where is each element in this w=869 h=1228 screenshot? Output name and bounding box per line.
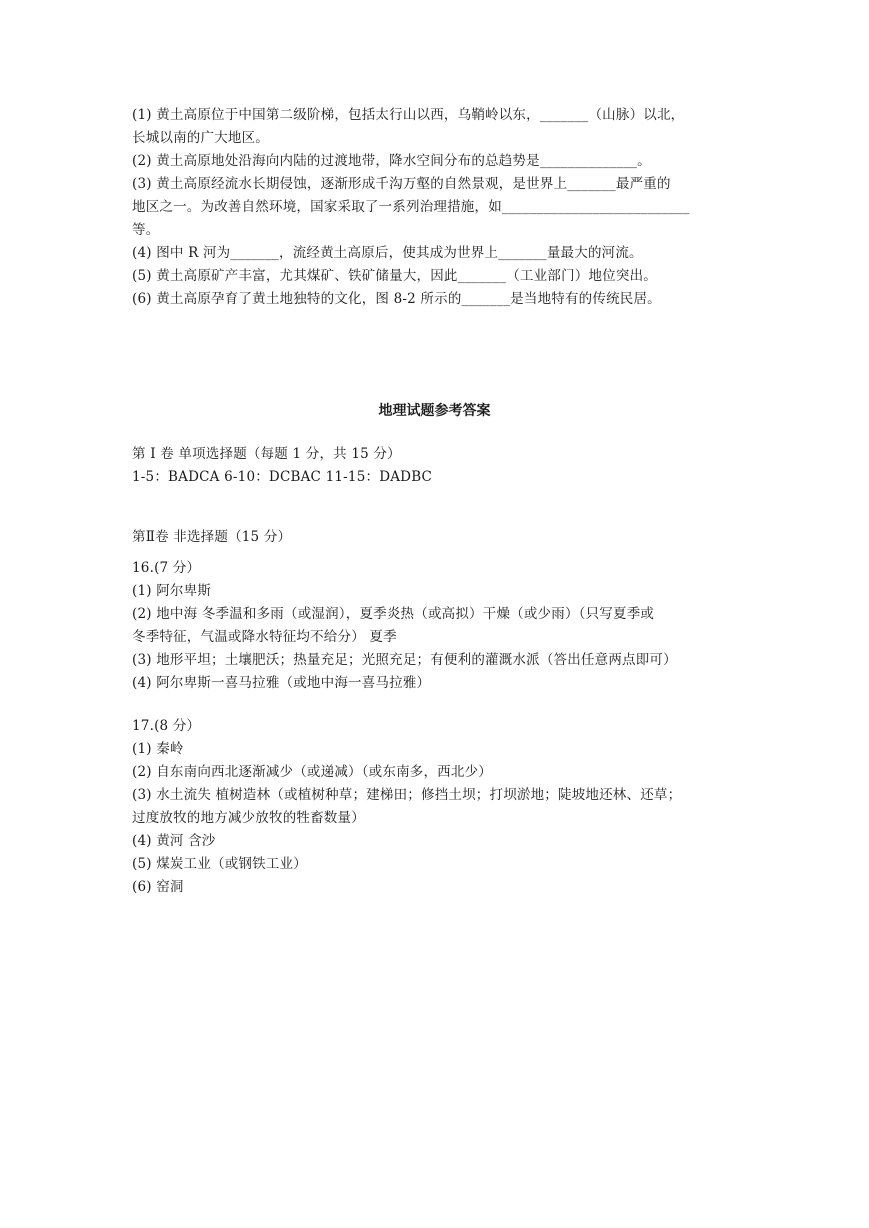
answer-17-4: (4) 黄河 含沙: [132, 833, 216, 849]
question-5: (5) 黄土高原矿产丰富，尤其煤矿、铁矿储量大，因此_______（工业部门）地位突出。: [132, 268, 657, 284]
question-4: (4) 图中 R 河为_______，流经黄土高原后，使其成为世界上_______量最大的河流。: [132, 245, 643, 261]
answer-17-6: (6) 窑洞: [132, 879, 184, 895]
answer-17-3-line-2: 过度放牧的地方减少放牧的牲畜数量）: [132, 810, 365, 826]
question-3-line-1: (3) 黄土高原经流水长期侵蚀，逐渐形成千沟万壑的自然景观，是世界上_______最严重的: [132, 176, 671, 192]
question-1-line-1: (1) 黄土高原位于中国第二级阶梯，包括太行山以西，乌鞘岭以东，_______（山脉）以北，: [132, 107, 685, 123]
question-3-line-2: 地区之一。为改善自然环境，国家采取了一系列治理措施，如___________________________: [132, 199, 690, 215]
answer-16-2-line-2: 冬季特征，气温或降水特征均不给分） 夏季: [132, 629, 397, 645]
question-16-heading: 16.(7 分）: [132, 560, 201, 576]
answers-title: 地理试题参考答案: [378, 403, 491, 419]
question-2: (2) 黄土高原地处沿海向内陆的过渡地带，降水空间分布的总趋势是______________。: [132, 153, 651, 169]
answer-17-3-line-1: (3) 水土流失 植树造林（或植树种草；建梯田；修挡土坝；打坝淤地；陡坡地还林、还草；: [132, 787, 682, 803]
question-17-heading: 17.(8 分）: [132, 718, 201, 734]
part-1-answers: 1-5：BADCA 6-10：DCBAC 11-15：DADBC: [132, 469, 433, 485]
answer-16-2-line-1: (2) 地中海 冬季温和多雨（或湿润），夏季炎热（或高拟）干燥（或少雨）（只写夏季或: [132, 606, 655, 622]
answer-16-3: (3) 地形平坦；土壤肥沃；热量充足；光照充足；有便利的灌溉水派（答出任意两点即可）: [132, 652, 677, 668]
answer-17-2: (2) 自东南向西北逐渐减少（或递减）（或东南多，西北少）: [132, 764, 492, 780]
answer-17-5: (5) 煤炭工业（或钢铁工业）: [132, 856, 307, 872]
answer-16-4: (4) 阿尔卑斯一喜马拉雅（或地中海一喜马拉雅）: [132, 675, 431, 691]
answer-17-1: (1) 秦岭: [132, 741, 184, 757]
part-2-heading: 第Ⅱ卷 非选择题（15 分）: [132, 529, 292, 545]
question-1-line-2: 长城以南的广大地区。: [132, 130, 269, 146]
answer-16-1: (1) 阿尔卑斯: [132, 583, 212, 599]
part-1-heading: 第 I 卷 单项选择题（每题 1 分，共 15 分）: [132, 446, 401, 462]
question-3-line-3: 等。: [132, 222, 160, 238]
question-6: (6) 黄土高原孕育了黄土地独特的文化，图 8-2 所示的_______是当地特有的传统民居。: [132, 291, 661, 307]
